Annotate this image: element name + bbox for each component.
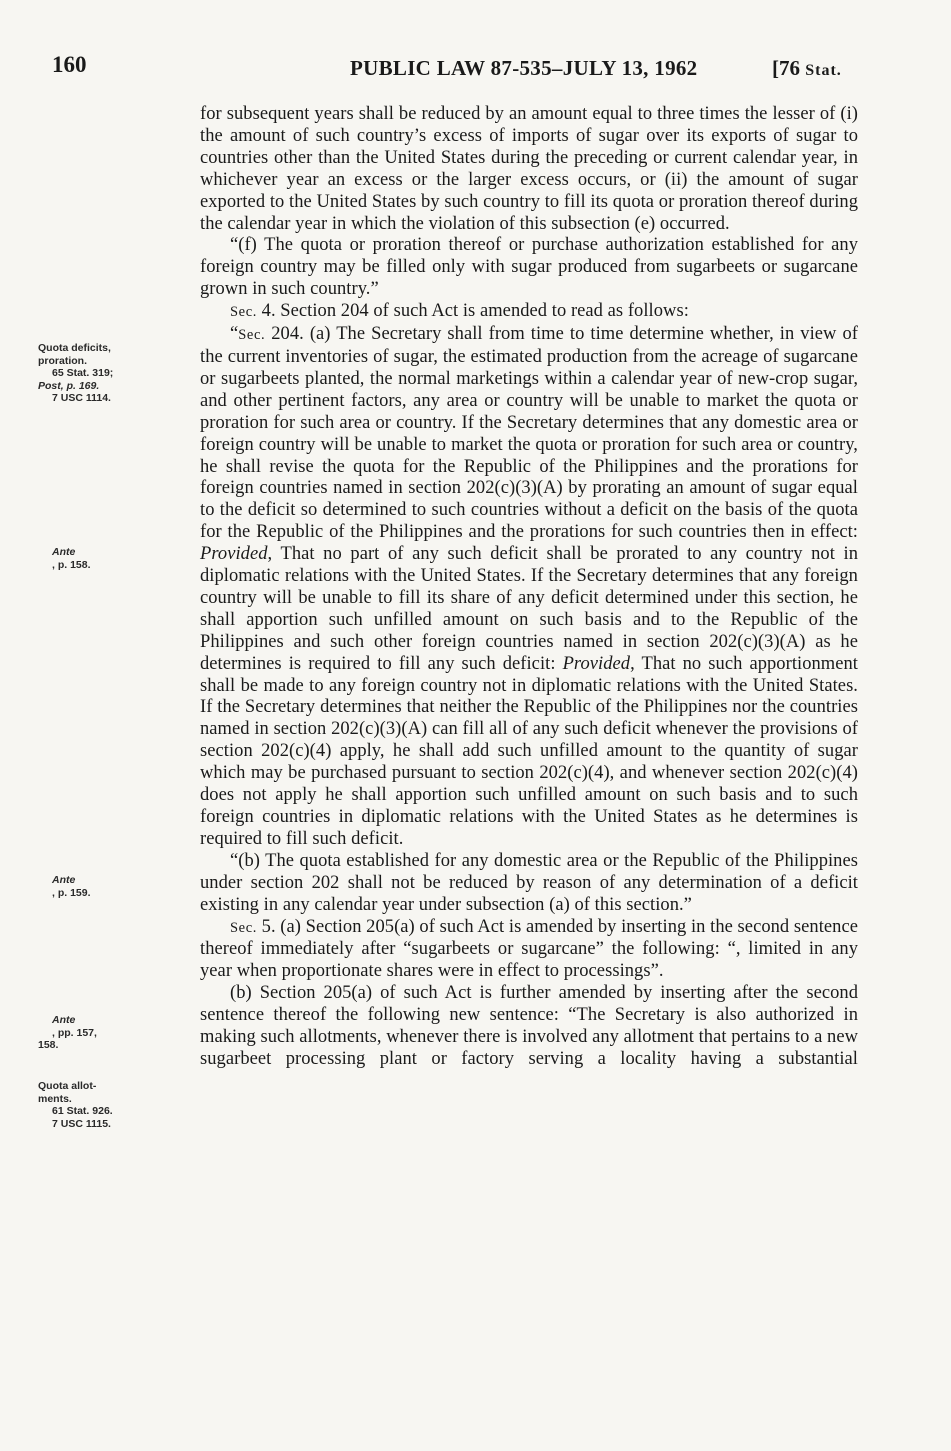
page-number: 160: [52, 52, 87, 77]
margin-note-ante-158: Ante , p. 158.: [52, 546, 91, 571]
margin-note-quota-allotments: Quota allot- ments. 61 Stat. 926. 7 USC 1115.: [38, 1080, 113, 1130]
margin-note-ante-159: Ante , p. 159.: [52, 874, 91, 899]
margin-note-quota-deficits: Quota deficits, proration. 65 Stat. 319; Post, p. 169. 7 USC 1114.: [38, 342, 114, 404]
body-text: [200, 104, 858, 1071]
paragraph: for subsequent years shall be reduced by an amount equal to three times the lesser of (i) the amount of such country’s excess of imports of sugar over its exports of sugar to countries other than the United States during the preceding or current calendar year, in whichever year an excess or the larger excess occurs, or (ii) the amount of sugar exported to the United States by such country to fill its quota or proration thereof during the calendar year in which the violation of this subsection (e) occurred.: [200, 104, 858, 234]
paragraph-sec-204: “Sec. 204. (a) The Secretary shall from time to time determine whether, in view of the current inventories of sugar, the estimated production from the acreage of sugarcane or sugarbeets planted, the normal marketings within a calendar year of new-crop sugar, and other pertinent factors, any area or country will be unable to market the quota or proration for such area or country. If the Secretary determines that any domestic area or foreign country will be unable to market the quota or proration for such area or country, he shall revise the quota for the Republic of the Philippines and the prorations for foreign countries named in section 202(c)(3)(A) by prorating an amount of sugar equal to the deficit so determined to such countries without a deficit on the basis of the quota for the Republic of the Philippines and the prorations for such countries then in effect: Provided, That no part of any such deficit shall be prorated to any country not in diplomatic relations with the United States. If the Secretary determines that any foreign country will be unable to fill its share of any deficit determined under this section, he shall apportion such unfilled amount on such basis and to the Republic of the Philippines and such other foreign countries named in section 202(c)(3)(A) as he determines is required to fill any such deficit: Provided, That no such apportionment shall be made to any foreign country not in diplomatic relations with the United States. If the Secretary determines that neither the Republic of the Philippines nor the countries named in section 202(c)(3)(A) can fill all of any such deficit whenever the provisions of section 202(c)(4) apply, he shall add such unfilled amount to the quantity of sugar which may be purchased pursuant to section 202(c)(4), and whenever section 202(c)(4) does not apply he shall apportion such unfilled amount on such basis and to such foreign countries in diplomatic relations with the United States as he determines is required to fill such deficit.: [200, 324, 858, 849]
paragraph-sec-4: Sec. 4. Section 204 of such Act is amended to read as follows:: [230, 301, 689, 322]
paragraph-sec-5: Sec. 5. (a) Section 205(a) of such Act is amended by inserting in the second sentence thereof immediately after “sugarbeets or sugarcane” the following: “, limited in any year when proportionate shares were in effect to processings”.: [200, 916, 858, 982]
running-head: PUBLIC LAW 87-535–JULY 13, 1962: [350, 56, 698, 80]
paragraph: “(f) The quota or proration thereof or purchase authorization established for any foreign country may be filled only with sugar produced from sugarbeets or sugarcane grown in such country.”: [200, 235, 858, 300]
paragraph: “(b) The quota established for any domestic area or the Republic of the Philippines under section 202 shall not be reduced by reason of any determination of a deficit existing in any calendar year under subsection (a) of this section.”: [200, 850, 858, 915]
volume-citation: [76 Stat.: [772, 56, 842, 80]
paragraph: (b) Section 205(a) of such Act is further amended by inserting after the second sentence thereof the following new sentence: “The Secretary is also authorized in making such allotments, whenever there is involved any allotment that pertains to a new sugarbeet processing plant or factory serving a locality having a substantial: [200, 983, 858, 1069]
margin-note-ante-157-158: Ante , pp. 157, 158.: [38, 1014, 97, 1051]
page-header: [0, 52, 951, 92]
